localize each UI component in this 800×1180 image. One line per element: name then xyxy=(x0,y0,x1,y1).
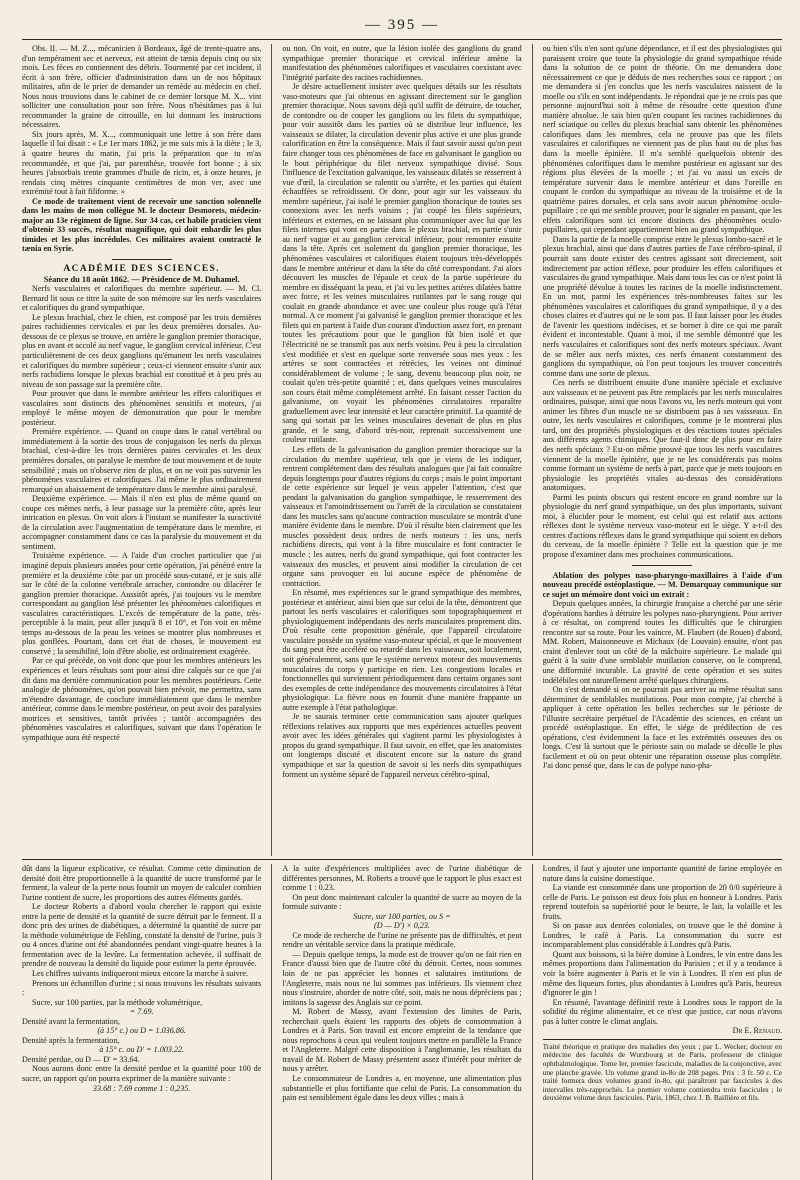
roberts-paragraph-2: On peut donc maintenant calculer la quantité de sucre au moyen de la formule suivante : xyxy=(282,892,522,912)
paragraph-exp-1: Première expérience. — Quand on coupe dans le canal vertébral ou immédiatement à la sortie des trous de conjugaison les nerfs du plexus brachial, c'est-à-dire les trois dernières paires cervicales et les deux premières dorsales, on paralyse le membre de tout mouvement et de toute sensibilité ; mais on n'observe rien de plus, et on ne voit pas survenir les phénomènes vasculaires et calorifiques. J'ai même le plus ordinairement remarqué un abaissement de température dans le membre ainsi paralysé. xyxy=(22,427,262,494)
section-rule xyxy=(112,259,172,260)
col3-paragraph-2: Dans la partie de la moelle comprise entre le plexus lombo-sacré et le plexus brachial, ainsi que dans d'autres parties de l'axe cérébro-spinal, il pourrait sans doute exister des centres agissant soit directement, soit indirectement par action réflexe, pour produire les effets calorifiques et vasculaires du grand sympathique. Mais dans tous les cas ce n'est point là une propriété dévolue à toutes les racines de la moelle indistinctement. En un mot, parmi les expériences très-nombreuses faites sur les phénomènes vasculaires et calorifiques du grand sympathique, il y a des choses claires et d'autres qui ne le sont pas. Il faut laisser pour les études de l'avenir les questions indécises, et se borner à dire ce qui me paraît évident et incontestable. Quant à moi, il me semble démontré que les nerfs vasculaires et calorifiques sont des nerfs moteurs spéciaux. Avant de se mêler aux nerfs mixtes, ces nerfs émanent constamment des ganglions du sympathique, où l'on peut toujours les trouver concentrés comme dans une sorte de plexus. xyxy=(542,234,782,378)
paragraph-plexus: Le plexus brachial, chez le chien, est composé par les trois dernières paires rachidiennes cervicales et par les deux premières dorsales. Au-dessous de ce plexus se trouve, en arrière le ganglion premier thoracique, plus en avant et accolé au nerf vague, le ganglion cervical inférieur. C'est particulièrement de ces deux ganglions qu'émanent les nerfs vasculaires et calorifiques du membre supérieur ; ceux-ci viennent ensuite s'unir aux nerfs rachidiens lorsque le plexus brachial est constitué et à peu près au niveau de son passage sur la première côte. xyxy=(22,312,262,389)
col3-paragraph-5: Depuis quelques années, la chirurgie française a cherché par une série d'opérations hardies à détruire les polypes naso-pharyngiens. Pour arriver à ce résultat, on comprend toutes les difficultés que le chirurgien rencontre sur sa route. Pour les vaincre, M. Flaubert (de Rouen) d'abord, MM. Robert, Maisonneuve et Michaux (de Louvain) ensuite, n'ont pas craint d'enlever tout un côté de la mâchoire supérieure. Le malade qui guérit à la suite d'une semblable mutilation conserve, on le comprend, une difformité incurable. La gravité de cette opération et ses suites indélébiles ont naturellement arrêté quelques chirurgiens. xyxy=(542,599,782,685)
london-paragraph-4: Londres, il faut y ajouter une importante quantité de farine employée en nature dans la cuisine domestique. xyxy=(542,864,782,883)
bottom-column-2 xyxy=(282,864,521,1180)
urine-paragraph-6: Nous aurons donc entre la densité perdue et la quantité pour 100 de sucre, un rapport qu'on pourra exprimer de la manière suivante : xyxy=(22,1064,262,1084)
book-notice: Traité théorique et pratique des maladies des yeux ; par L. Wecker, docteur en médecine des facultés de Wurzbourg et de Paris, professeur de clinique ophthalmologique. Tome Ier, premier fascicule, maladies de la conjonctive, avec une planche gravée. Un volume grand in-8o de 208 pages. Prix : 3 fr. 50 c. Ce traité formera deux volumes grand in-8o, qui paraîtront par fascicules à des intervalles très-rapprochés. Le premier volume contiendra trois fascicules ; le deuxième volume deux fascicules. Paris, 1863, chez J. B. Baillière et fils. xyxy=(542,1041,782,1103)
bottom-columns xyxy=(22,864,782,1180)
urine-paragraph-5: Sucre, sur 100 parties, par la méthode volumétrique, xyxy=(32,997,203,1007)
col2-paragraph-2: Je désire actuellement insister avec quelques détails sur les résultats vaso-moteurs que j'ai obtenus en agissant directement sur le ganglion premier thoracique. Nous savons déjà qu'il suffit de détruire, de toucher, de contondre ou de couper les ganglions ou les filets du sympathique, pour voir aussitôt dans les parties où se distribue leur influence, les vaisseaux se dilater, la circulation devenir plus active et une plus grande calorification en être la conséquence. Mais il faut savoir aussi qu'on peut faire changer tous ces phénomènes de face en galvanisant le ganglion ou le bout périphérique du filet nerveux sympathique divisé. Sous l'influence de l'excitation galvanique, les vaisseaux dilatés se resserrent à vue d'œil, la circulation se ralentit ou s'arrête, et les parties qui étaient échauffées se refroidissent. Or donc, pour agir sur les vaisseaux du membre supérieur, j'ai isolé le premier ganglion thoracique de toutes ses connexions avec les nerfs voisins ; j'ai coupé les filets supérieurs, inférieurs et externes, en ne laissant plus communiquer avec lui que les filets internes qui vont en partie dans le plexus brachial, en partie s'unir au nerf vague et au ganglion cervical inférieur, pour remonter ensuite dans la tête. Après cet isolement du ganglion premier thoracique, les phénomènes vasculaires et calorifiques étaient toujours très-développés dans le membre antérieur et dans la tête du côté correspondant. J'ai alors découvert les muscles de l'épaule et ceux de la partie supérieure du membre en disséquant la peau, et j'ai vu les petites artères dilatées battre avec force, et les veines musculaires rutilantes par le sang rouge qui coulait en grande abondance et avec une couleur plus rouge qu'à l'état normal. A ce moment j'ai galvanisé le ganglion premier thoracique et les filets qui en partent à l'aide d'un courant d'induction assez fort, en prenant toutes les précautions pour que le ganglion fût bien isolé et que l'électricité ne se transmît pas aux nerfs voisins. Peu à peu la circulation s'est modifiée et s'est en quelque sorte renversée sous mes yeux : les artères se sont contractées et rétrécies, les veines ont diminué considérablement de volume ; le sang, devenu beaucoup plus noir, ne coulait qu'en très-petite quantité ; et, dans quelques veines musculaires son cours était même complétement arrêté. En faisant cesser l'action du galvanisme, on voyait les phénomènes circulatoires reparaître graduellement avec leur intensité et leur caractère primitif. La quantité de sang qui sortait par les veines musculaires devenait de plus en plus grande, et le sang, d'abord très-noir, reprenait successivement une couleur rutilante. xyxy=(282,82,522,445)
roberts-paragraph-1: A la suite d'expériences multipliées avec de l'urine diabétique de différentes personnes, M. Roberts a trouvé que le rapport le plus exact est comme 1 : 0.23. xyxy=(282,864,522,893)
paragraph-prove: Pour prouver que dans le membre antérieur les effets calorifiques et vasculaires sont distincts des phénomènes sensitifs et moteurs, j'ai employé le même moyen de démonstration que pour le membre postérieur. xyxy=(22,389,262,427)
column-separator xyxy=(271,44,272,856)
london-paragraph-8: En résumé, l'avantage définitif reste à Londres sous le rapport de la solidité du régime alimentaire, et ce n'est que justice, car nous n'avons pas à lutter contre le climat anglais. xyxy=(542,997,782,1026)
london-paragraph-1: — Depuis quelque temps, la mode est de trouver qu'on ne fait rien en France d'aussi bien que de l'autre côté du détroit. Certes, nous sommes loin de ne pas apprécier les bonnes et salutaires institutions de l'Angleterre, mais nous ne lui sommes pas inférieurs. Ils viennent chez nous s'instruire, aborder de notre côté, soit, mais ne nous dépréciens pas ; imitons la sagesse des Anglais sur ce point. xyxy=(282,949,522,1007)
polypes-heading: Ablation des polypes naso-pharyngo-maxillaires à l'aide d'un nouveau procédé ostéoplastique. — M. Demarquay communique sur ce sujet un mémoire dont voici un extrait : xyxy=(542,570,782,599)
bottom-column-3 xyxy=(543,864,782,1180)
col3-paragraph-1: ou bien s'ils n'en sont qu'une dépendance, et il est des physiologistes qui paraissent croire que toute la physiologie du grand sympathique réside dans la solution de ce point de théorie. On me demandera donc nécessairement ce que je déduis de mes recherches sous ce rapport ; on me demandera si j'en conclus que les nerfs vasculaires naissent de la moelle ou s'ils en sont indépendants. Je répondrai que je ne crois pas que personne aujourd'hui soit à même de résoudre cette question d'une manière absolue. Je sais bien qu'en coupant les racines rachidiennes du nerf sciatique ou celles du plexus brachial sans obtenir les phénomènes calorifiques dans les membres, cela ne prouve pas que les filets vasculaires et calorifiques ne viennent pas de plus haut ou de plus bas dans la moelle épinière. Il m'a semblé quelquefois obtenir des phénomènes calorifiques dans le membre postérieur en agissant sur des régions plus élevées de la moelle ; et j'ai vu aussi un excès de température survenir dans le membre antérieur et dans l'oreille en coupant le cordon du sympathique au niveau de la troisième et de la quatrième paires dorsales, et cela sans avoir aucun phénomène oculo-pupillaire ; ce qui me semble prouver, pour le signaler en passant, que les effets calorifiques sont ici encore distincts des phénomènes oculo-pupillaires, qui cependant appartiennent bien au grand sympathique. xyxy=(542,44,782,235)
london-paragraph-7: Quant aux boissons, si la bière domine à Londres, le vin entre dans les mêmes proportions dans l'alimentation du Parisien ; et il y a tendance à voir la bière augmenter à Paris et le vin à Londres. Il n'en est plus de même des liqueurs fortes, plus abondantes à Londres qu'à Paris, heureux d'ignorer le gin ! xyxy=(542,949,782,998)
paragraph-exp-3: Troisième expérience. — A l'aide d'un crochet particulier que j'ai imaginé depuis plusieurs années pour cette opération, j'ai pénétré entre la première et la deuxième côte par un procédé sous-cutané, et je suis allé sur le côté de la colonne vertébrale arracher, contondre ou dilacérer le ganglion premier thoracique. Aussitôt après, j'ai toujours vu le membre correspondant au ganglion lésé présenter les phénomènes calorifiques et vasculaires caractéristiques. L'excès de température de la patte, très-perceptible à la main, peut aller jusqu'à 8 et 10°, et l'on voit en même temps au-dessous de la peau les veines se montrer plus nombreuses et plus gonflées. Pourtant, dans cet état de choses, le mouvement est conservé ; la sensibilité, loin d'être abolie, est ordinairement exagérée. xyxy=(22,551,262,656)
formula-ratio: 33.68 : 7.69 comme 1 : 0,235. xyxy=(92,1083,191,1093)
section-heading: ACADÉMIE DES SCIENCES. xyxy=(63,264,221,275)
formula-density-before-label: Densité avant la fermentation, xyxy=(22,1016,120,1026)
col3-paragraph-3: Ces nerfs se distribuent ensuite d'une manière spéciale et exclusive aux vaisseaux et ne peuvent pas être remplacés par les nerfs musculaires ordinaires, puisque, ainsi que nous l'avons vu, les nerfs moteurs qui vont animer les fibres d'un muscle ne se distribuent pas à ses vaisseaux. En outre, les nerfs vasculaires et calorifiques, comme je le montrerai plus tard, ont des propriétés physiologiques et des réactions toutes spéciales aux différents agents chimiques. Que faut-il donc de plus pour en faire des nerfs spéciaux ? Est-on même prouvé que tous les nerfs vasculaires viennent de la moelle épinière, que je ne les considérerais pas moins comme formant un système de nerfs à part, parce que je mets toujours en physiologie les propriétés vitales au-dessus des considérations anatomiques. xyxy=(542,378,782,493)
middle-rule xyxy=(22,859,782,860)
roberts-paragraph-3: Ce mode de recherche de l'urine ne présente pas de difficultés, et peut rendre un véritable service dans la pratique médicale. xyxy=(282,930,522,950)
obs-paragraph-3: Ce mode de traitement vient de recevoir une sanction solennelle dans les mains de mon collègue M. le docteur Desmorets, médecin-major au 13e régiment de ligne. Sur 34 cas, cet habile praticien vient d'obtenir 33 succès, résultat magnifique, qui doit enhardir les plus timides et les plus incrédules. Ces militaires avaient contracté le tænia en Syrie. xyxy=(22,196,262,254)
urine-paragraph-3: Les chiffres suivants indiqueront mieux encore la marche à suivre. xyxy=(32,969,248,979)
column-separator xyxy=(271,864,272,1180)
formula-density-after-label: Densité après la fermentation, xyxy=(22,1035,120,1045)
formula-sugar-s: Sucre, sur 100 parties, ou S = xyxy=(353,911,451,921)
column-2 xyxy=(282,44,521,856)
col2-paragraph-1: ou non. On voit, en outre, que la lésion isolée des ganglions du grand sympathique premier thoracique et cervical inférieur amène la manifestation des phénomènes calorifiques et vasculaires coexistant avec l'intégrité parfaite des racines rachidiennes. xyxy=(282,44,522,82)
column-3 xyxy=(543,44,782,856)
book-rule xyxy=(543,1039,782,1040)
article-lead: Nerfs vasculaires et calorifiques du membre supérieur. — M. Cl. Bernard lit sous ce titre la suite de son mémoire sur les nerfs vasculaires et calorifiques du grand sympathique. xyxy=(22,284,262,313)
page-number xyxy=(22,14,782,36)
column-1 xyxy=(22,44,261,856)
urine-paragraph-4: Prenons un échantillon d'urine ; si nous trouvons les résultats suivants : xyxy=(22,978,262,998)
london-paragraph-5: La viande est consommée dans une proportion de 20 0/0 supérieure à celle de Paris. Le poisson est deux fois plus en honneur à Londres. Paris reprend toutefois sa supériorité pour le beurre, le lait, la volaille et les fruits. xyxy=(542,883,782,921)
formula-density-before: (à 15° c.) ou D = 1.036.86. xyxy=(97,1026,186,1036)
col3-paragraph-6: On s'est demandé si on ne pourrait pas arriver au même résultat sans déterminer de semblables mutilations. Pour mon compte, j'ai cherché à appliquer à cette opération les belles recherches sur le périoste de l'illustre secrétaire perpétuel de l'Académie des sciences, en créant un procédé ostéoplastique. En effet, le siége de prédilection de ces opérations, c'est évidemment la face et les extrémités osseuses des os longs. C'est là surtout que le périoste sain ou malade se décolle le plus facilement et où on peut obtenir une réparation osseuse plus complète. J'ai donc pensé que, dans le cas de polype naso-pha- xyxy=(542,685,782,771)
column-separator xyxy=(532,44,533,856)
paragraph-exp-2: Deuxième expérience. — Mais il n'en est plus de même quand on coupe ces mêmes nerfs, à leur passage sur la première côte, après leur intrication en plexus. On voit alors à l'instant se manifester la suractivité de la circulation avec l'augmentation de température dans le membre, et accompagner constamment dans ce cas la paralysie du mouvement et du sentiment. xyxy=(22,494,262,551)
obs-paragraph-2: Six jours après, M. X..., communiquait une lettre à son frère dans laquelle il lui disait : « Le 1er mars 1862, je me suis mis à la diète ; le 3, à quatre heures du matin, j'ai pris la préparation que tu m'as recommandée, et que j'ai, par parenthèse, trouvée fort bonne ; à six heures j'absorbais trente grammes d'huile de ricin, et, à onze heures, je rendais cinq mètres cinquante centimètres de mon ver, avec une extrémité tout à fait filiforme. » xyxy=(22,129,262,197)
paragraph-conclusion: Par ce qui précède, on voit donc que pour les membres antérieurs les expériences et leurs résultats sont pour ainsi dire calqués sur ce que j'ai dit dans ma dernière communication pour les membres postérieurs. Cette analogie de phénomènes, qu'on pouvait bien prévoir, me permettra, sans m'étendre davantage, de conclure immédiatement que dans le membre antérieur, comme dans le membre postérieur, on peut avoir des paralysies motrices et sensitives, tantôt privées ; tantôt accompagnées des phénomènes vasculaires et calorifiques, suivant que dans l'opération le sympathique aura été respecté xyxy=(22,656,262,742)
section-rule xyxy=(632,565,692,566)
urine-paragraph-1: dût dans la liqueur explicative, ce résultat. Comme cette diminution de densité doit être proportionnelle à la quantité de sucre transformé par le ferment, la valeur de la perte nous fournit un moyen de calculer combien l'urine contient de sucre, les proportions des autres éléments gardés. xyxy=(22,864,262,902)
col3-paragraph-4: Parmi les points obscurs qui restent encore en grand nombre sur la physiologie du nerf grand sympathique, un des plus importants, suivant moi, à élucider pour le moment, est celui qui est relatif aux actions réflexes dont le système nerveux vaso-moteur est le siège. Y a-t-il des centres d'actions réflexes dans le grand sympathique qui soient en dehors du cerveau, de la moelle épinière ? Telle est la question que je me propose d'examiner dans mes prochaines communications. xyxy=(542,492,782,559)
top-columns xyxy=(22,44,782,856)
formula-sugar: = 7.69. xyxy=(129,1007,154,1017)
col2-paragraph-5: Je ne saurais terminer cette communication sans ajouter quelques réflexions relatives aux rapports que mes expériences actuelles peuvent avoir avec les idées générales qui s'agitent parmi les physiologistes à propos du grand sympathique. Il faut savoir, en effet, que les anatomistes ont longtemps discuté et discutent encore sur la nature du grand sympathique et sur la question de savoir si les nerfs dits sympathiques forment un système séparé de l'appareil nerveux cérébro-spinal, xyxy=(282,712,522,779)
urine-paragraph-2: Le docteur Roberts a d'abord voulu chercher le rapport qui existe entre la perte de densité et la quantité de sucre détruit par le ferment. Il a donc pris des urines de diabétiques, a déterminé la quantité de sucre par la méthode volumétrique de Fehling, constaté la densité de l'urine, puis 3 ou 4 onces d'urine ont été abandonnées pendant vingt-quatre heures à la fermentation avec de la levûre. La fermentation achevée, il suffisait de prendre de nouveau la densité du liquide pour estimer la perte éprouvée. xyxy=(22,902,262,969)
col2-paragraph-4: En résumé, mes expériences sur le grand sympathique des membres, postérieur et antérieur, ainsi bien que sur celui de la tête, démontrent que partout les nerfs vasculaires et calorifiques sont topographiquement et physiologiquement indépendants des nerfs musculaires proprement dits. D'où résulte cette proposition générale, que l'appareil circulatoire vasculaire possède un système vaso-moteur spécial, et que le mouvement du sang peut être accéléré ou retardé dans les vaisseaux, soit localement, soit généralement, sans que le système nerveux moteur des mouvements musculaires du corps y participe en rien. Les congestions locales et fonctionnelles qui surviennent périodiquement dans certains organes sont des exemples de cette indépendance des mouvements circulatoires à l'état physiologique. La fièvre nous en fournit d'une manière frappante un autre exemple à l'état pathologique. xyxy=(282,588,522,712)
session-line: Séance du 18 août 1862. — Présidence de M. Duhamel. xyxy=(43,274,240,284)
formula-density-lost: Densité perdue, ou D — D' = 33.64. xyxy=(22,1054,140,1064)
london-paragraph-6: Si on passe aux denrées coloniales, on trouve que le thé domine à Londres, le café à Paris. La consommation du sucre est incomparablement plus considérable à Londres qu'à Paris. xyxy=(542,921,782,950)
london-paragraph-2: M. Robert de Massy, avant l'extension des limites de Paris, recherchait quels étaient les rapports des objets de consommation à Londres et à Paris. Son travail est encore empreint de la tendance que nous reprochons à ceux qui veulent toujours mettre en parallèle la France et l'Angleterre. Malgré cette disposition à l'anglomanie, les résultats du travail de M. Robert de Massy présentent assez d'intérêt pour mériter de nous y arrêter. xyxy=(282,1007,522,1074)
formula-density-after: à 15° c. ou D' = 1.003.22. xyxy=(99,1045,185,1055)
bottom-column-1 xyxy=(22,864,261,1180)
column-separator xyxy=(532,864,533,1180)
obs-paragraph-1: Obs. II. — M. Z..., mécanicien à Bordeaux, âgé de trente-quatre ans, d'un tempérament sec et nerveux, est atteint de tænia depuis cinq ou six mois. Les fèces en contiennent des débris. Tourmenté par cet incident, il écrit à son frère, officier d'administration dans un de nos hôpitaux militaires, afin de le prier de demander un remède au médecin en chef. Nous nous trouvions dans le cabinet de ce dernier lorsque M. X... vint solliciter une consultation pour son frère. Nous n'hésitâmes pas à lui recommander la graine de citrouille, en lui donnant les instructions nécessaires. xyxy=(22,44,262,130)
col2-paragraph-3: Les effets de la galvanisation du ganglion premier thoracique sur la circulation du membre supérieur, tels que je viens de les indiquer, rentrent complétement dans des résultats analogues que j'ai fait connaître depuis longtemps pour d'autres régions du corps ; mais le point important de cette expérience sur lequel je veux appeler l'attention, c'est que pendant la galvanisation du ganglion sympathique, le resserrement des vaisseaux et l'amoindrissement ou l'arrêt de la circulation se constataient dans les muscles sans qu'aucune contraction musculaire se montrât d'une manière évidente dans le membre. D'où il résulte bien clairement que les muscles possèdent deux ordres de nerfs moteurs : les uns, nerfs rachidiens directs, qui vont à la fibre musculaire et font contracter le muscle ; les autres, nerfs du grand sympathique, qui font contracter les vaisseaux des muscles, et peuvent ainsi modifier la circulation de cet organe sans provoquer en lui aucune espèce de phénomène de contraction. xyxy=(282,444,522,588)
page-number-text: — 395 — xyxy=(365,17,439,33)
formula-sugar-expression: (D — D') × 0,23. xyxy=(374,921,430,931)
header-rule xyxy=(22,39,782,40)
london-paragraph-3: Le consommateur de Londres a, en moyenne, une alimentation plus substantielle et plus fortifiante que celui de Paris. La consommation du pain est sensiblement égale dans les deux villes ; mais à xyxy=(282,1074,522,1103)
author-signature: Dr E. Renaud. xyxy=(732,1026,782,1036)
